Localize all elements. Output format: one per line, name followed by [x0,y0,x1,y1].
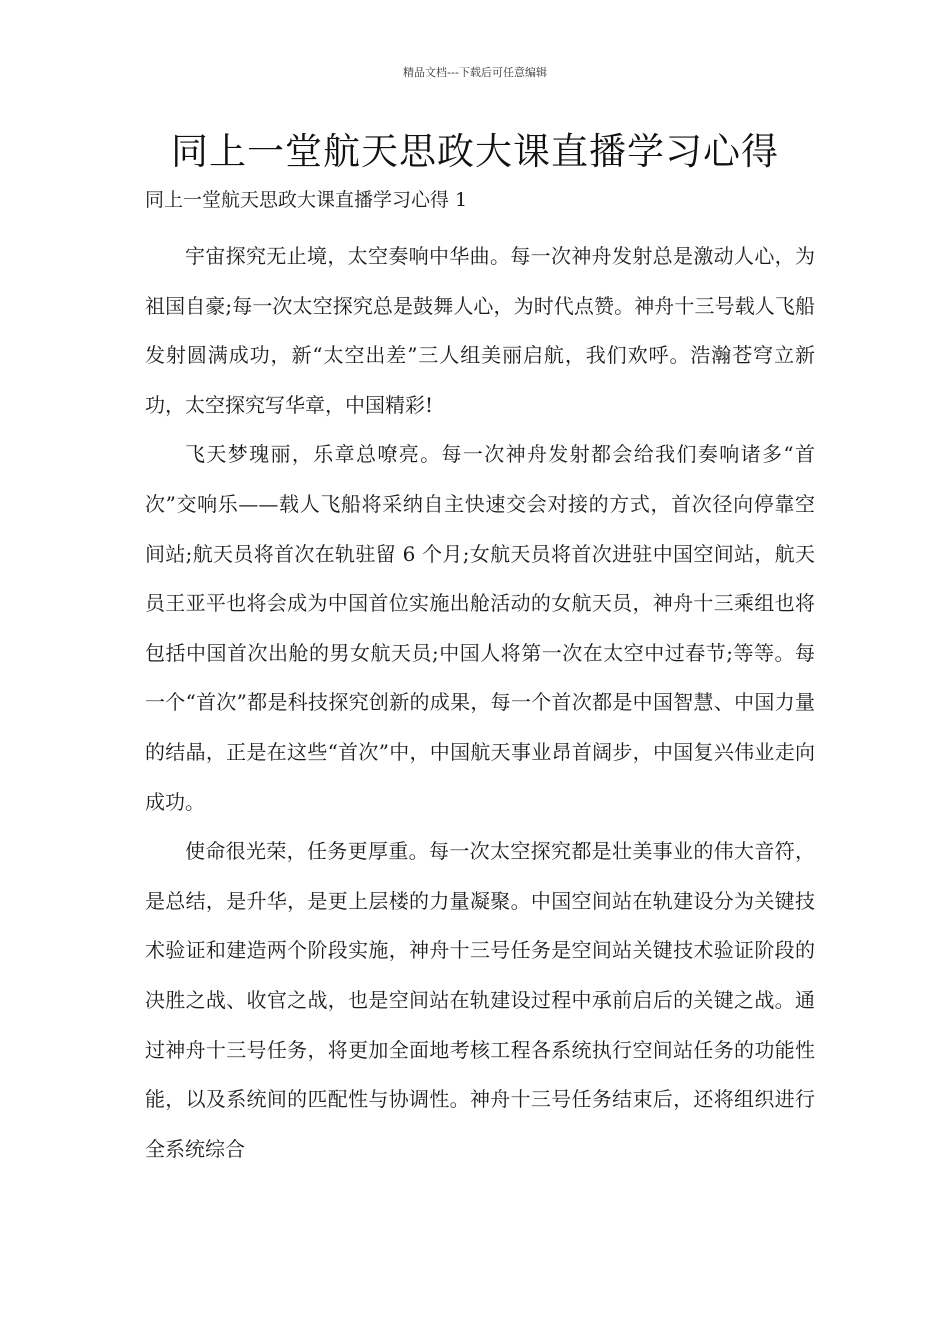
body-text [145,232,815,1174]
paragraph: 宇宙探究无止境，太空奏响中华曲。每一次神舟发射总是激动人心，为祖国自豪;每一次太空探究总是鼓舞人心，为时代点赞。神舟十三号载人飞船发射圆满成功，新“太空出差”三人组美丽启航，我们欢呼。浩瀚苍穹立新功，太空探究写华章，中国精彩! [145,244,815,417]
document-title: 同上一堂航天思政大课直播学习心得 [171,130,779,173]
header-note: 精品文档---下载后可任意编辑 [403,66,547,79]
paragraph: 使命很光荣，任务更厚重。每一次太空探究都是壮美事业的伟大音符，是总结，是升华，是更上层楼的力量凝聚。中国空间站在轨建设分为关键技术验证和建造两个阶段实施，神舟十三号任务是空间站关键技术验证阶段的决胜之战、收官之战，也是空间站在轨建设过程中承前启后的关键之战。通过神舟十三号任务，将更加全面地考核工程各系统执行空间站任务的功能性能，以及系统间的匹配性与协调性。神舟十三号任务结束后，还将组织进行全系统综合 [145,839,815,1161]
section-heading: 同上一堂航天思政大课直播学习心得 1 [145,189,468,211]
paragraph: 飞天梦瑰丽，乐章总嘹亮。每一次神舟发射都会给我们奏响诸多“首次”交响乐——载人飞船将采纳自主快速交会对接的方式，首次径向停靠空间站;航天员将首次在轨驻留 6 个月;女航天员将首次进驻中国空间站，航天员王亚平也将会成为中国首位实施出舱活动的女航天员，神舟十三乘组也将包括中国首次出舱的男女航天员;中国人将第一次在太空中过春节;等等。每一个“首次”都是科技探究创新的成果，每一个首次都是中国智慧、中国力量的结晶，正是在这些“首次”中，中国航天事业昂首阔步，中国复兴伟业走向成功。 [145,442,815,814]
